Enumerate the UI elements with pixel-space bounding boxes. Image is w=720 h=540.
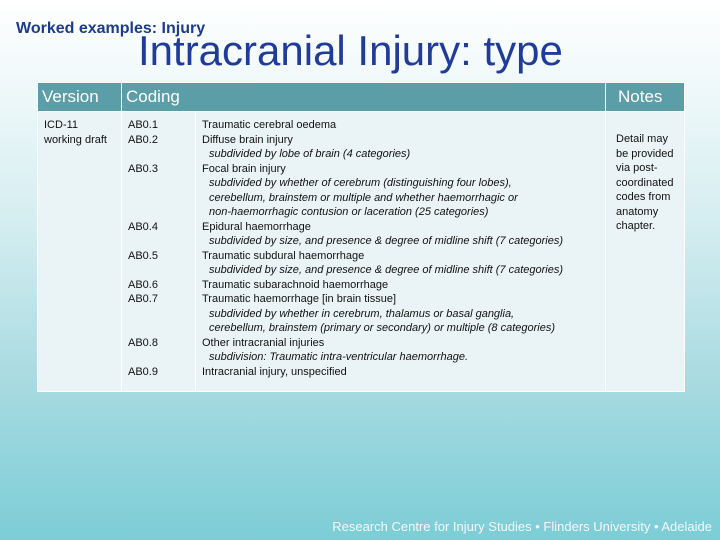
description-line: Other intracranial injuries — [202, 336, 325, 349]
description-line: Diffuse brain injury — [202, 133, 293, 146]
description-line: cerebellum, brainstem or multiple and whether haemorrhagic or — [209, 191, 518, 204]
description-line: Intracranial injury, unspecified — [202, 365, 347, 378]
table-header-row — [38, 83, 685, 112]
table-row — [38, 112, 685, 392]
description-line: non-haemorrhagic contusion or laceration (25 categories) — [209, 206, 489, 218]
code-line: AB0.3 — [128, 162, 158, 175]
slide-title: Intracranial Injury: type — [138, 27, 563, 74]
code-line — [128, 321, 193, 336]
code-line: AB0.9 — [128, 365, 158, 378]
notes-line: via post- — [616, 162, 658, 174]
description-line: subdivision: Traumatic intra-ventricular haemorrhage. — [209, 351, 469, 363]
code-line — [128, 234, 193, 249]
description-line: Traumatic subarachnoid haemorrhage — [202, 278, 389, 291]
notes-line: anatomy — [616, 205, 659, 218]
code-line — [128, 307, 193, 322]
code-line: AB0.6 — [128, 278, 158, 291]
description-line: subdivided by whether of cerebrum (distinguishing four lobes), — [209, 177, 512, 189]
description-line: Focal brain injury — [202, 162, 286, 175]
code-line — [128, 205, 193, 220]
slide-subtitle: Worked examples: Injury — [16, 20, 206, 37]
description-line: Traumatic cerebral oedema — [202, 119, 337, 131]
code-line — [128, 191, 193, 206]
description-line: Traumatic haemorrhage [in brain tissue] — [202, 293, 397, 305]
code-line — [128, 176, 193, 191]
notes-line: Detail may — [616, 133, 668, 145]
code-line: AB0.4 — [128, 220, 158, 233]
header-coding: Coding — [122, 83, 606, 112]
code-line: AB0.5 — [128, 249, 158, 262]
version-line: ICD-11 — [44, 119, 79, 131]
code-line — [128, 147, 193, 162]
code-line: AB0.8 — [128, 336, 158, 349]
notes-line: be provided — [616, 147, 674, 160]
header-notes: Notes — [606, 83, 685, 112]
description-line: cerebellum, brainstem (primary or secondary) or multiple (8 categories) — [209, 322, 556, 334]
code-line: AB0.7 — [128, 293, 158, 305]
description-line: Epidural haemorrhage — [202, 220, 311, 233]
notes-line: codes from — [616, 191, 671, 203]
code-line — [128, 263, 193, 278]
description-line: Traumatic subdural haemorrhage — [202, 249, 365, 262]
notes-line: chapter. — [616, 220, 656, 232]
code-line: AB0.1 — [128, 119, 158, 131]
code-line — [128, 350, 193, 365]
description-line: subdivided by lobe of brain (4 categories) — [209, 148, 411, 160]
version-line: working draft — [44, 133, 107, 146]
description-cell — [196, 112, 606, 392]
notes-line: coordinated — [616, 176, 674, 189]
coding-table — [37, 82, 685, 392]
version-cell — [38, 112, 122, 392]
description-line: subdivided by size, and presence & degree of midline shift (7 categories) — [209, 235, 564, 247]
footer-credit: Research Centre for Injury Studies • Flinders University • Adelaide — [332, 519, 712, 534]
description-line: subdivided by size, and presence & degree of midline shift (7 categories) — [209, 264, 564, 276]
description-line: subdivided by whether in cerebrum, thalamus or basal ganglia, — [209, 307, 515, 320]
notes-cell — [606, 112, 685, 392]
code-line: AB0.2 — [128, 133, 158, 146]
code-cell — [122, 112, 196, 392]
header-version: Version — [38, 83, 122, 112]
